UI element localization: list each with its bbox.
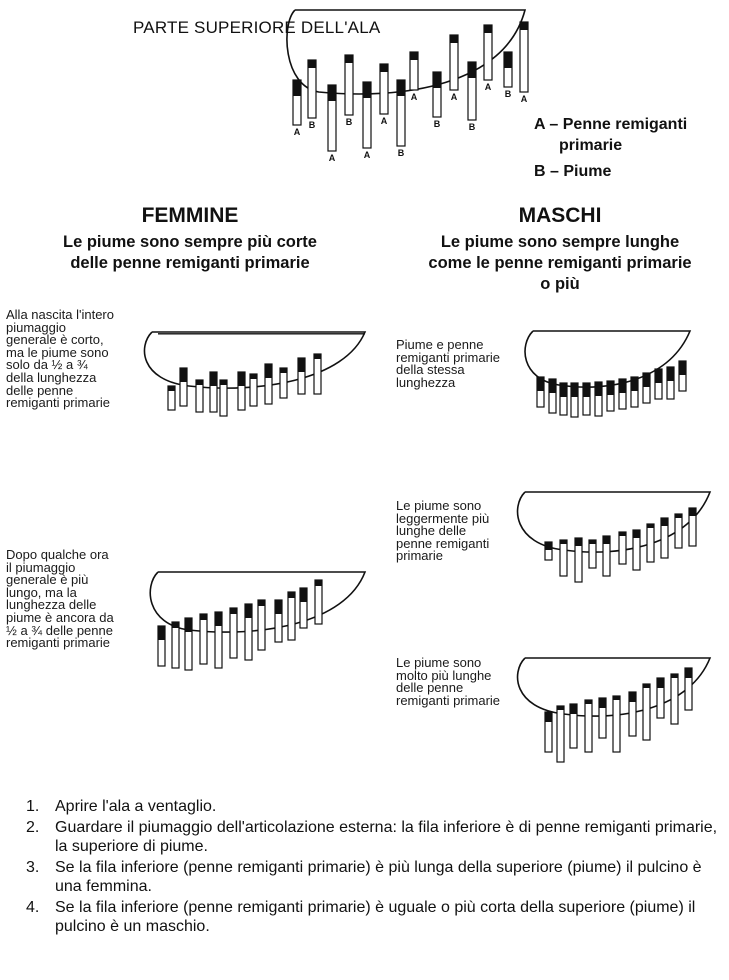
feather-label: A — [410, 92, 418, 102]
feather-shaft-shadow — [185, 618, 192, 632]
feather-shaft-shadow — [685, 668, 692, 678]
male-caption-2: Le piume sono leggermente più lunghe delle penne remiganti primarie — [396, 498, 490, 564]
feather-shaft-shadow — [433, 72, 441, 88]
feather-shaft-shadow — [288, 592, 295, 598]
feather-shaft-shadow — [607, 381, 614, 395]
female-caption-2: Dopo qualche ora il piumaggio generale è più lungo, ma la lunghezza delle piume è ancora da ½ a ¾ delle penne remiganti primarie — [6, 547, 114, 651]
feather-shaft-shadow — [363, 82, 371, 98]
feather-shaft-shadow — [545, 542, 552, 550]
feather-label: B — [468, 122, 476, 132]
feather-shaft-shadow — [667, 367, 674, 381]
feather-shaft-shadow — [238, 372, 245, 386]
feather-shaft-shadow — [200, 614, 207, 620]
primary-feather — [647, 524, 654, 562]
feather-label: A — [328, 153, 336, 163]
step-text: Guardare il piumaggio dell'articolazione esterna: la fila inferiore è di penne remiganti primarie, la superiore di piume. — [55, 818, 718, 855]
feather-shaft-shadow — [671, 674, 678, 678]
instruction-steps — [14, 797, 719, 938]
step-item — [14, 898, 719, 937]
feather-shaft-shadow — [657, 678, 664, 688]
feather-shaft-shadow — [655, 369, 662, 383]
step-text: Se la fila inferiore (penne remiganti primarie) è più lunga della superiore (piume) il pulcino è una femmina. — [55, 858, 702, 895]
primary-feather — [484, 25, 492, 80]
feather-shaft-shadow — [265, 364, 272, 378]
feather-shaft-shadow — [215, 612, 222, 626]
primary-feather — [557, 706, 564, 762]
feather-shaft-shadow — [575, 538, 582, 546]
females-title: FEMMINE — [141, 204, 239, 227]
feather-shaft-shadow — [570, 704, 577, 714]
feather-shaft-shadow — [631, 377, 638, 391]
step-text: Aprire l'ala a ventaglio. — [55, 798, 217, 815]
covert-feather — [308, 60, 316, 118]
feather-shaft-shadow — [230, 608, 237, 614]
primary-feather — [315, 580, 322, 624]
primary-feather — [220, 380, 227, 416]
feather-shaft-shadow — [619, 532, 626, 536]
feather-shaft-shadow — [397, 80, 405, 96]
male-caption-1: Piume e penne remiganti primarie della stessa lunghezza — [396, 337, 501, 390]
feather-shaft-shadow — [661, 518, 668, 526]
primary-feather — [671, 674, 678, 724]
feather-shaft-shadow — [643, 684, 650, 688]
feather-shaft-shadow — [258, 600, 265, 606]
feather-shaft-shadow — [595, 382, 602, 396]
feather-label: B — [345, 117, 353, 127]
male-wing-much-longer — [515, 650, 725, 775]
male-caption-3: Le piume sono molto più lunghe delle penne remiganti primarie — [396, 655, 501, 708]
primary-feather — [200, 614, 207, 664]
feather-label: A — [363, 150, 371, 160]
primary-feather — [288, 592, 295, 640]
feather-label: A — [293, 127, 301, 137]
feather-shaft-shadow — [180, 368, 187, 382]
primary-feather — [619, 532, 626, 564]
legend-a-line2: primarie — [559, 137, 623, 154]
primary-feather — [675, 514, 682, 548]
feather-shaft-shadow — [504, 52, 512, 68]
males-title: MASCHI — [518, 204, 602, 227]
feather-shaft-shadow — [560, 383, 567, 397]
feather-shaft-shadow — [571, 383, 578, 397]
feather-shaft-shadow — [633, 530, 640, 538]
feather-shaft-shadow — [308, 60, 316, 68]
step-text: Se la fila inferiore (penne remiganti primarie) è uguale o più corta della superiore (piume) il pulcino è un maschio. — [55, 898, 696, 935]
feather-shaft-shadow — [603, 536, 610, 544]
feather-shaft-shadow — [210, 372, 217, 386]
step-number: 2. — [26, 818, 40, 836]
feather-shaft-shadow — [619, 379, 626, 393]
feather-shaft-shadow — [583, 383, 590, 397]
feather-shaft-shadow — [158, 626, 165, 640]
feather-shaft-shadow — [172, 622, 179, 628]
feather-shaft-shadow — [613, 696, 620, 700]
primary-feather — [230, 608, 237, 658]
feather-shaft-shadow — [220, 380, 227, 385]
feather-shaft-shadow — [560, 540, 567, 544]
feather-shaft-shadow — [545, 712, 552, 722]
females-subtitle-line1: Le piume sono sempre più corte — [63, 233, 317, 251]
feather-shaft-shadow — [298, 358, 305, 372]
feather-shaft-shadow — [450, 35, 458, 43]
feather-shaft-shadow — [345, 55, 353, 63]
step-number: 4. — [26, 898, 40, 916]
feather-shaft-shadow — [410, 52, 418, 60]
female-wing-after-hours — [130, 568, 370, 688]
primary-feather — [450, 35, 458, 90]
feather-label: A — [520, 94, 528, 104]
primary-feather — [589, 540, 596, 568]
step-item — [14, 797, 719, 817]
feather-shaft-shadow — [280, 368, 287, 373]
feather-label: B — [433, 119, 441, 129]
primary-feather — [560, 540, 567, 576]
feather-shaft-shadow — [647, 524, 654, 528]
primary-feather — [520, 22, 528, 92]
male-wing-same-length — [515, 327, 725, 427]
feather-shaft-shadow — [679, 361, 686, 375]
step-item — [14, 818, 719, 857]
primary-feather — [613, 696, 620, 752]
feather-shaft-shadow — [328, 85, 336, 101]
feather-shaft-shadow — [585, 700, 592, 704]
primary-feather — [643, 684, 650, 740]
feather-label: A — [380, 116, 388, 126]
feather-shaft-shadow — [520, 22, 528, 30]
covert-feather — [345, 55, 353, 115]
feather-shaft-shadow — [484, 25, 492, 33]
feather-shaft-shadow — [245, 604, 252, 618]
feather-shaft-shadow — [599, 698, 606, 708]
male-wing-slightly-longer — [515, 488, 725, 598]
feather-shaft-shadow — [380, 64, 388, 72]
males-subtitle-line1: Le piume sono sempre lunghe — [440, 233, 680, 251]
feather-shaft-shadow — [300, 588, 307, 602]
feather-label: B — [308, 120, 316, 130]
feather-shaft-shadow — [549, 379, 556, 393]
feather-label: B — [397, 148, 405, 158]
top-wing-title: PARTE SUPERIORE DELL'ALA — [133, 18, 381, 37]
males-subtitle-line2: come le penne remiganti primarie — [428, 254, 692, 272]
feather-shaft-shadow — [537, 377, 544, 391]
feather-shaft-shadow — [468, 62, 476, 78]
top-wing-diagram — [250, 0, 540, 170]
feather-label: A — [450, 92, 458, 102]
feather-shaft-shadow — [689, 508, 696, 516]
feather-shaft-shadow — [168, 386, 175, 391]
males-subtitle-line3: o più — [540, 275, 580, 293]
legend-b: B – Piume — [534, 163, 612, 180]
feather-shaft-shadow — [643, 373, 650, 387]
primary-feather — [172, 622, 179, 668]
feather-shaft-shadow — [196, 380, 203, 385]
feather-shaft-shadow — [250, 374, 257, 379]
female-caption-1: Alla nascita l'intero piumaggio generale è corto, ma le piume sono solo da ½ a ¾ della lunghezza delle penne remiganti primarie — [6, 307, 114, 411]
feather-shaft-shadow — [275, 600, 282, 614]
female-wing-at-birth — [130, 328, 370, 428]
feather-shaft-shadow — [675, 514, 682, 518]
feather-shaft-shadow — [314, 354, 321, 359]
step-number: 1. — [26, 798, 40, 815]
feather-shaft-shadow — [293, 80, 301, 96]
feather-shaft-shadow — [315, 580, 322, 586]
feather-shaft-shadow — [557, 706, 564, 710]
primary-feather — [314, 354, 321, 394]
legend-a-line1: A – Penne remiganti — [534, 116, 688, 133]
females-subtitle-line2: delle penne remiganti primarie — [70, 254, 310, 272]
feather-label: B — [504, 89, 512, 99]
primary-feather — [585, 700, 592, 752]
feather-shaft-shadow — [589, 540, 596, 544]
primary-feather — [258, 600, 265, 650]
feather-label: A — [484, 82, 492, 92]
feather-shaft-shadow — [629, 692, 636, 702]
step-number: 3. — [26, 858, 40, 876]
step-item — [14, 858, 719, 897]
